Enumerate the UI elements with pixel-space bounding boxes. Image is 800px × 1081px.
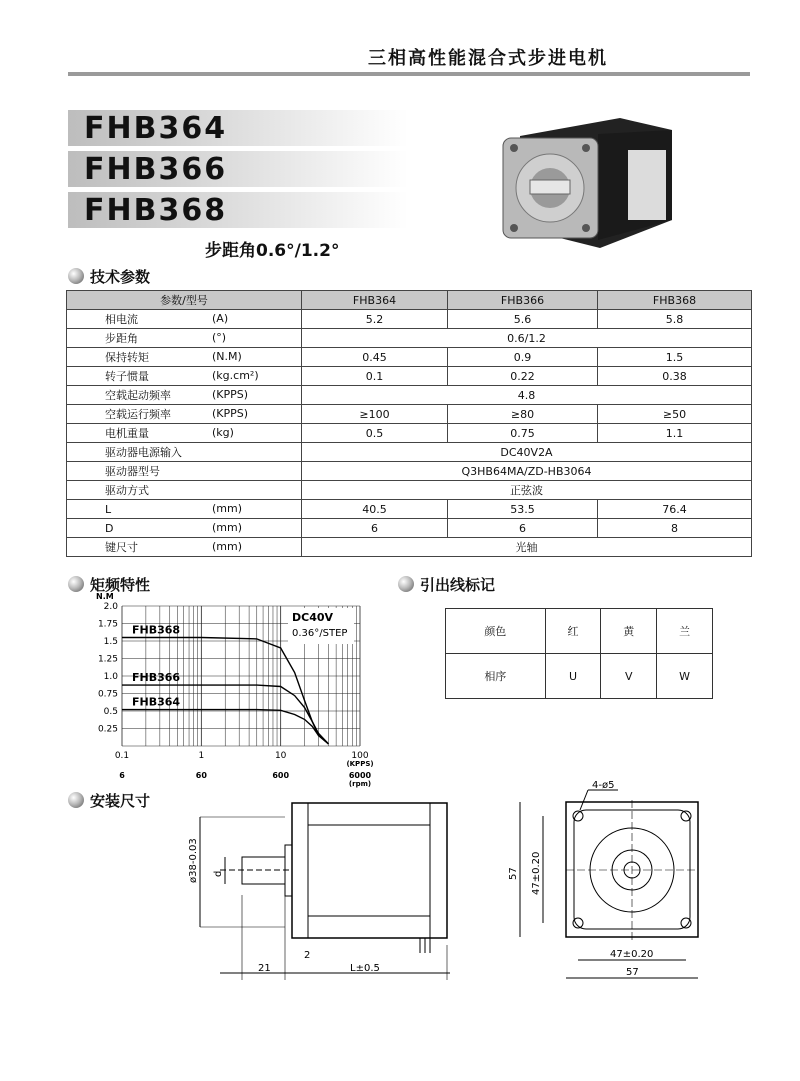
param-name: 驱动方式 [105, 484, 149, 497]
table-row [446, 609, 713, 654]
series-label: FHB364 [132, 695, 181, 709]
param-unit: (KPPS) [212, 388, 249, 401]
table-row [67, 481, 752, 500]
param-name: 空载起动频率 [105, 389, 171, 402]
value-cell: 6 [448, 519, 598, 538]
value-cell: 0.22 [448, 367, 598, 386]
param-name-cell [67, 329, 302, 348]
column-header: 参数/型号 [67, 291, 302, 310]
page-title: 三相高性能混合式步进电机 [368, 48, 608, 69]
model-banner-1 [68, 110, 408, 146]
table-row [67, 405, 752, 424]
dim-outer-w: 57 [626, 967, 639, 978]
value-cell: 0.38 [598, 367, 752, 386]
param-unit: (A) [212, 312, 229, 325]
param-unit: (mm) [212, 540, 243, 553]
y-tick-label: 1.25 [97, 654, 118, 665]
dim-length: L±0.5 [350, 963, 380, 974]
param-name: 键尺寸 [105, 541, 138, 554]
x2-tick-label: 60 [195, 771, 207, 780]
dim-inner-h: 47±0.20 [531, 851, 542, 895]
cell: 相序 [446, 654, 546, 699]
table-row [67, 367, 752, 386]
cell: 颜色 [446, 609, 546, 654]
table-row [67, 329, 752, 348]
param-unit: (mm) [212, 502, 243, 515]
param-unit: (°) [212, 331, 227, 344]
chart-subtitle: 0.36°/STEP [292, 628, 348, 639]
param-name-cell [67, 405, 302, 424]
param-name-cell [67, 443, 302, 462]
dim-flange: 2 [304, 950, 311, 961]
x-tick-label: 10 [274, 751, 287, 761]
lead-table [445, 608, 713, 699]
column-header: FHB368 [598, 291, 752, 310]
side-view-drawing [180, 795, 470, 990]
dim-inner-w: 47±0.20 [610, 949, 654, 960]
value-cell: 53.5 [448, 500, 598, 519]
table-row [67, 462, 752, 481]
model-name: FHB368 [84, 193, 228, 228]
x-tick-label: 100 [351, 751, 369, 761]
param-unit: (kg.cm²) [212, 369, 259, 382]
x2-unit-label: (rpm) [348, 780, 372, 788]
value-cell: 0.1 [302, 367, 448, 386]
y-axis-label: N.M [96, 592, 114, 601]
torque-chart [70, 590, 390, 800]
param-name-cell [67, 538, 302, 557]
cell: W [657, 654, 713, 699]
table-row [67, 443, 752, 462]
value-cell: ≥50 [598, 405, 752, 424]
model-banner-2 [68, 151, 408, 187]
cell: 红 [545, 609, 601, 654]
value-cell: 1.5 [598, 348, 752, 367]
param-name: 驱动器电源输入 [105, 446, 182, 459]
value-cell: 40.5 [302, 500, 448, 519]
section-mount-heading: 安装尺寸 [68, 790, 150, 811]
x2-tick-label: 6000 [348, 771, 372, 780]
value-cell: 0.5 [302, 424, 448, 443]
table-row [67, 538, 752, 557]
dim-outer-h: 57 [508, 867, 519, 880]
param-name-cell [67, 481, 302, 500]
param-name-cell [67, 500, 302, 519]
table-row [67, 500, 752, 519]
param-name: 相电流 [105, 313, 138, 326]
section-leads-heading: 引出线标记 [398, 574, 495, 595]
section-torque-heading: 矩频特性 [68, 574, 150, 595]
param-name-cell [67, 310, 302, 329]
section-spec-heading: 技术参数 [68, 266, 150, 287]
x-tick-label: 0.1 [114, 751, 130, 761]
step-angle-subtitle: 步距角0.6°/1.2° [205, 241, 340, 261]
column-header: FHB366 [448, 291, 598, 310]
value-cell: 6 [302, 519, 448, 538]
dim-d: d [213, 870, 224, 877]
value-cell: 4.8 [302, 386, 752, 405]
value-cell: 0.75 [448, 424, 598, 443]
param-unit: (mm) [212, 521, 243, 534]
table-row [67, 424, 752, 443]
x2-tick-label: 600 [272, 771, 290, 780]
value-cell: 8 [598, 519, 752, 538]
param-unit: (kg) [212, 426, 234, 439]
y-tick-label: 0.25 [97, 724, 118, 735]
cell: 黄 [601, 609, 657, 654]
value-cell: 0.45 [302, 348, 448, 367]
param-name: 空载运行频率 [105, 408, 171, 421]
param-name: 保持转矩 [105, 351, 149, 364]
value-cell: 5.8 [598, 310, 752, 329]
value-cell: 1.1 [598, 424, 752, 443]
y-tick-label: 1.0 [103, 672, 118, 682]
series-label: FHB366 [132, 671, 181, 685]
cell: 兰 [657, 609, 713, 654]
value-cell: ≥80 [448, 405, 598, 424]
header-rule [68, 72, 750, 76]
param-unit: (KPPS) [212, 407, 249, 420]
bullet-icon [398, 576, 414, 592]
column-header: FHB364 [302, 291, 448, 310]
param-name: L [105, 502, 112, 516]
model-name: FHB366 [84, 152, 228, 187]
model-banner-3 [68, 192, 408, 228]
value-cell: 5.6 [448, 310, 598, 329]
table-row [67, 519, 752, 538]
cell: U [545, 654, 601, 699]
x-unit-label: (KPPS) [346, 760, 374, 768]
value-cell: 光轴 [302, 538, 752, 557]
value-cell: 0.9 [448, 348, 598, 367]
series-label: FHB368 [132, 623, 181, 637]
param-name-cell [67, 348, 302, 367]
dim-dia: ø38-0.03 [188, 838, 199, 883]
param-name: 电机重量 [105, 427, 149, 440]
value-cell: 76.4 [598, 500, 752, 519]
table-row [67, 348, 752, 367]
value-cell: 5.2 [302, 310, 448, 329]
param-name: 驱动器型号 [105, 465, 160, 478]
front-view-drawing [498, 780, 728, 990]
value-cell: DC40V2A [302, 443, 752, 462]
y-tick-label: 0.5 [103, 707, 118, 717]
param-name-cell [67, 424, 302, 443]
model-name: FHB364 [84, 111, 228, 146]
x2-tick-label: 6 [119, 771, 125, 780]
param-name: 步距角 [105, 332, 138, 345]
x-tick-label: 1 [198, 751, 205, 761]
param-unit: (N.M) [212, 350, 242, 363]
value-cell: Q3HB64MA/ZD-HB3064 [302, 462, 752, 481]
table-row [446, 654, 713, 699]
dim-holes: 4-ø5 [592, 780, 615, 791]
param-name-cell [67, 462, 302, 481]
param-name-cell [67, 519, 302, 538]
param-name: D [105, 521, 114, 535]
motor-photo [500, 108, 675, 256]
y-tick-label: 1.5 [103, 637, 118, 647]
table-header-row [67, 291, 752, 310]
y-tick-label: 1.75 [97, 619, 118, 630]
table-row [67, 310, 752, 329]
value-cell: 0.6/1.2 [302, 329, 752, 348]
param-name-cell [67, 367, 302, 386]
cell: V [601, 654, 657, 699]
bullet-icon [68, 792, 84, 808]
y-tick-label: 0.75 [97, 689, 118, 700]
value-cell: 正弦波 [302, 481, 752, 500]
param-name: 转子惯量 [105, 370, 149, 383]
bullet-icon [68, 268, 84, 284]
dim-shaft: 21 [258, 963, 271, 974]
motor-label [628, 150, 666, 220]
table-row [67, 386, 752, 405]
spec-table [66, 290, 752, 557]
chart-title: DC40V [292, 611, 334, 624]
param-name-cell [67, 386, 302, 405]
value-cell: ≥100 [302, 405, 448, 424]
y-tick-label: 2.0 [103, 602, 118, 612]
